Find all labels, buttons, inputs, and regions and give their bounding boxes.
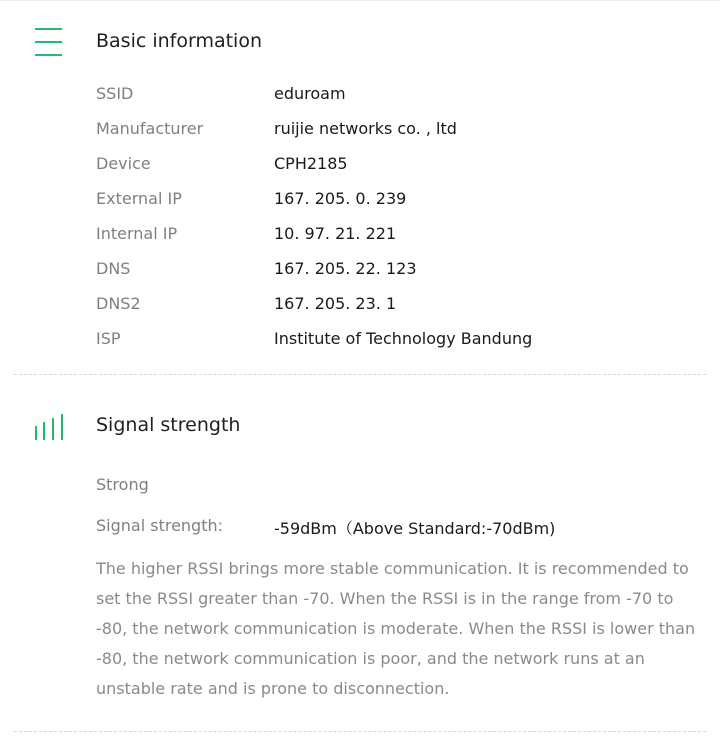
signal-status: Strong bbox=[96, 475, 149, 494]
info-label: External IP bbox=[96, 189, 182, 208]
info-row-dns bbox=[96, 259, 696, 283]
info-value: 167. 205. 0. 239 bbox=[274, 189, 407, 208]
signal-strength-value: -59dBm（Above Standard:-70dBm) bbox=[274, 519, 556, 538]
info-row-internal-ip bbox=[96, 224, 696, 248]
menu-icon bbox=[35, 28, 62, 56]
info-row-manufacturer bbox=[96, 119, 696, 143]
info-row-device bbox=[96, 154, 696, 178]
info-label: SSID bbox=[96, 84, 134, 103]
signal-strength-row bbox=[96, 516, 696, 540]
info-label: ISP bbox=[96, 329, 121, 348]
info-label: DNS bbox=[96, 259, 131, 278]
info-label: DNS2 bbox=[96, 294, 141, 313]
info-row-external-ip bbox=[96, 189, 696, 213]
info-value: 167. 205. 22. 123 bbox=[274, 259, 417, 278]
info-label: Device bbox=[96, 154, 151, 173]
signal-bars-icon bbox=[35, 414, 63, 440]
info-value: Institute of Technology Bandung bbox=[274, 329, 533, 348]
info-row-dns2 bbox=[96, 294, 696, 318]
info-value: CPH2185 bbox=[274, 154, 348, 173]
signal-title: Signal strength bbox=[96, 414, 241, 436]
signal-description: The higher RSSI brings more stable communication. It is recommended to set the RSSI greater than -70. When the RSSI is in the range from -70 to -80, the network communication is moderate. When the RSSI is lower than -80, the network communication is poor, and the network runs at an unstable rate and is prone to disconnection. bbox=[96, 559, 696, 698]
section-divider bbox=[14, 374, 706, 375]
signal-section bbox=[0, 376, 720, 736]
basic-info-title: Basic information bbox=[96, 30, 262, 52]
bottom-divider bbox=[14, 731, 706, 732]
info-label: Internal IP bbox=[96, 224, 178, 243]
info-label: Manufacturer bbox=[96, 119, 204, 138]
info-value: eduroam bbox=[274, 84, 346, 103]
info-value: 10. 97. 21. 221 bbox=[274, 224, 397, 243]
info-row-ssid bbox=[96, 84, 696, 108]
signal-strength-label: Signal strength: bbox=[96, 516, 224, 535]
info-value: ruijie networks co. , ltd bbox=[274, 119, 457, 138]
info-row-isp bbox=[96, 329, 696, 353]
info-value: 167. 205. 23. 1 bbox=[274, 294, 397, 313]
